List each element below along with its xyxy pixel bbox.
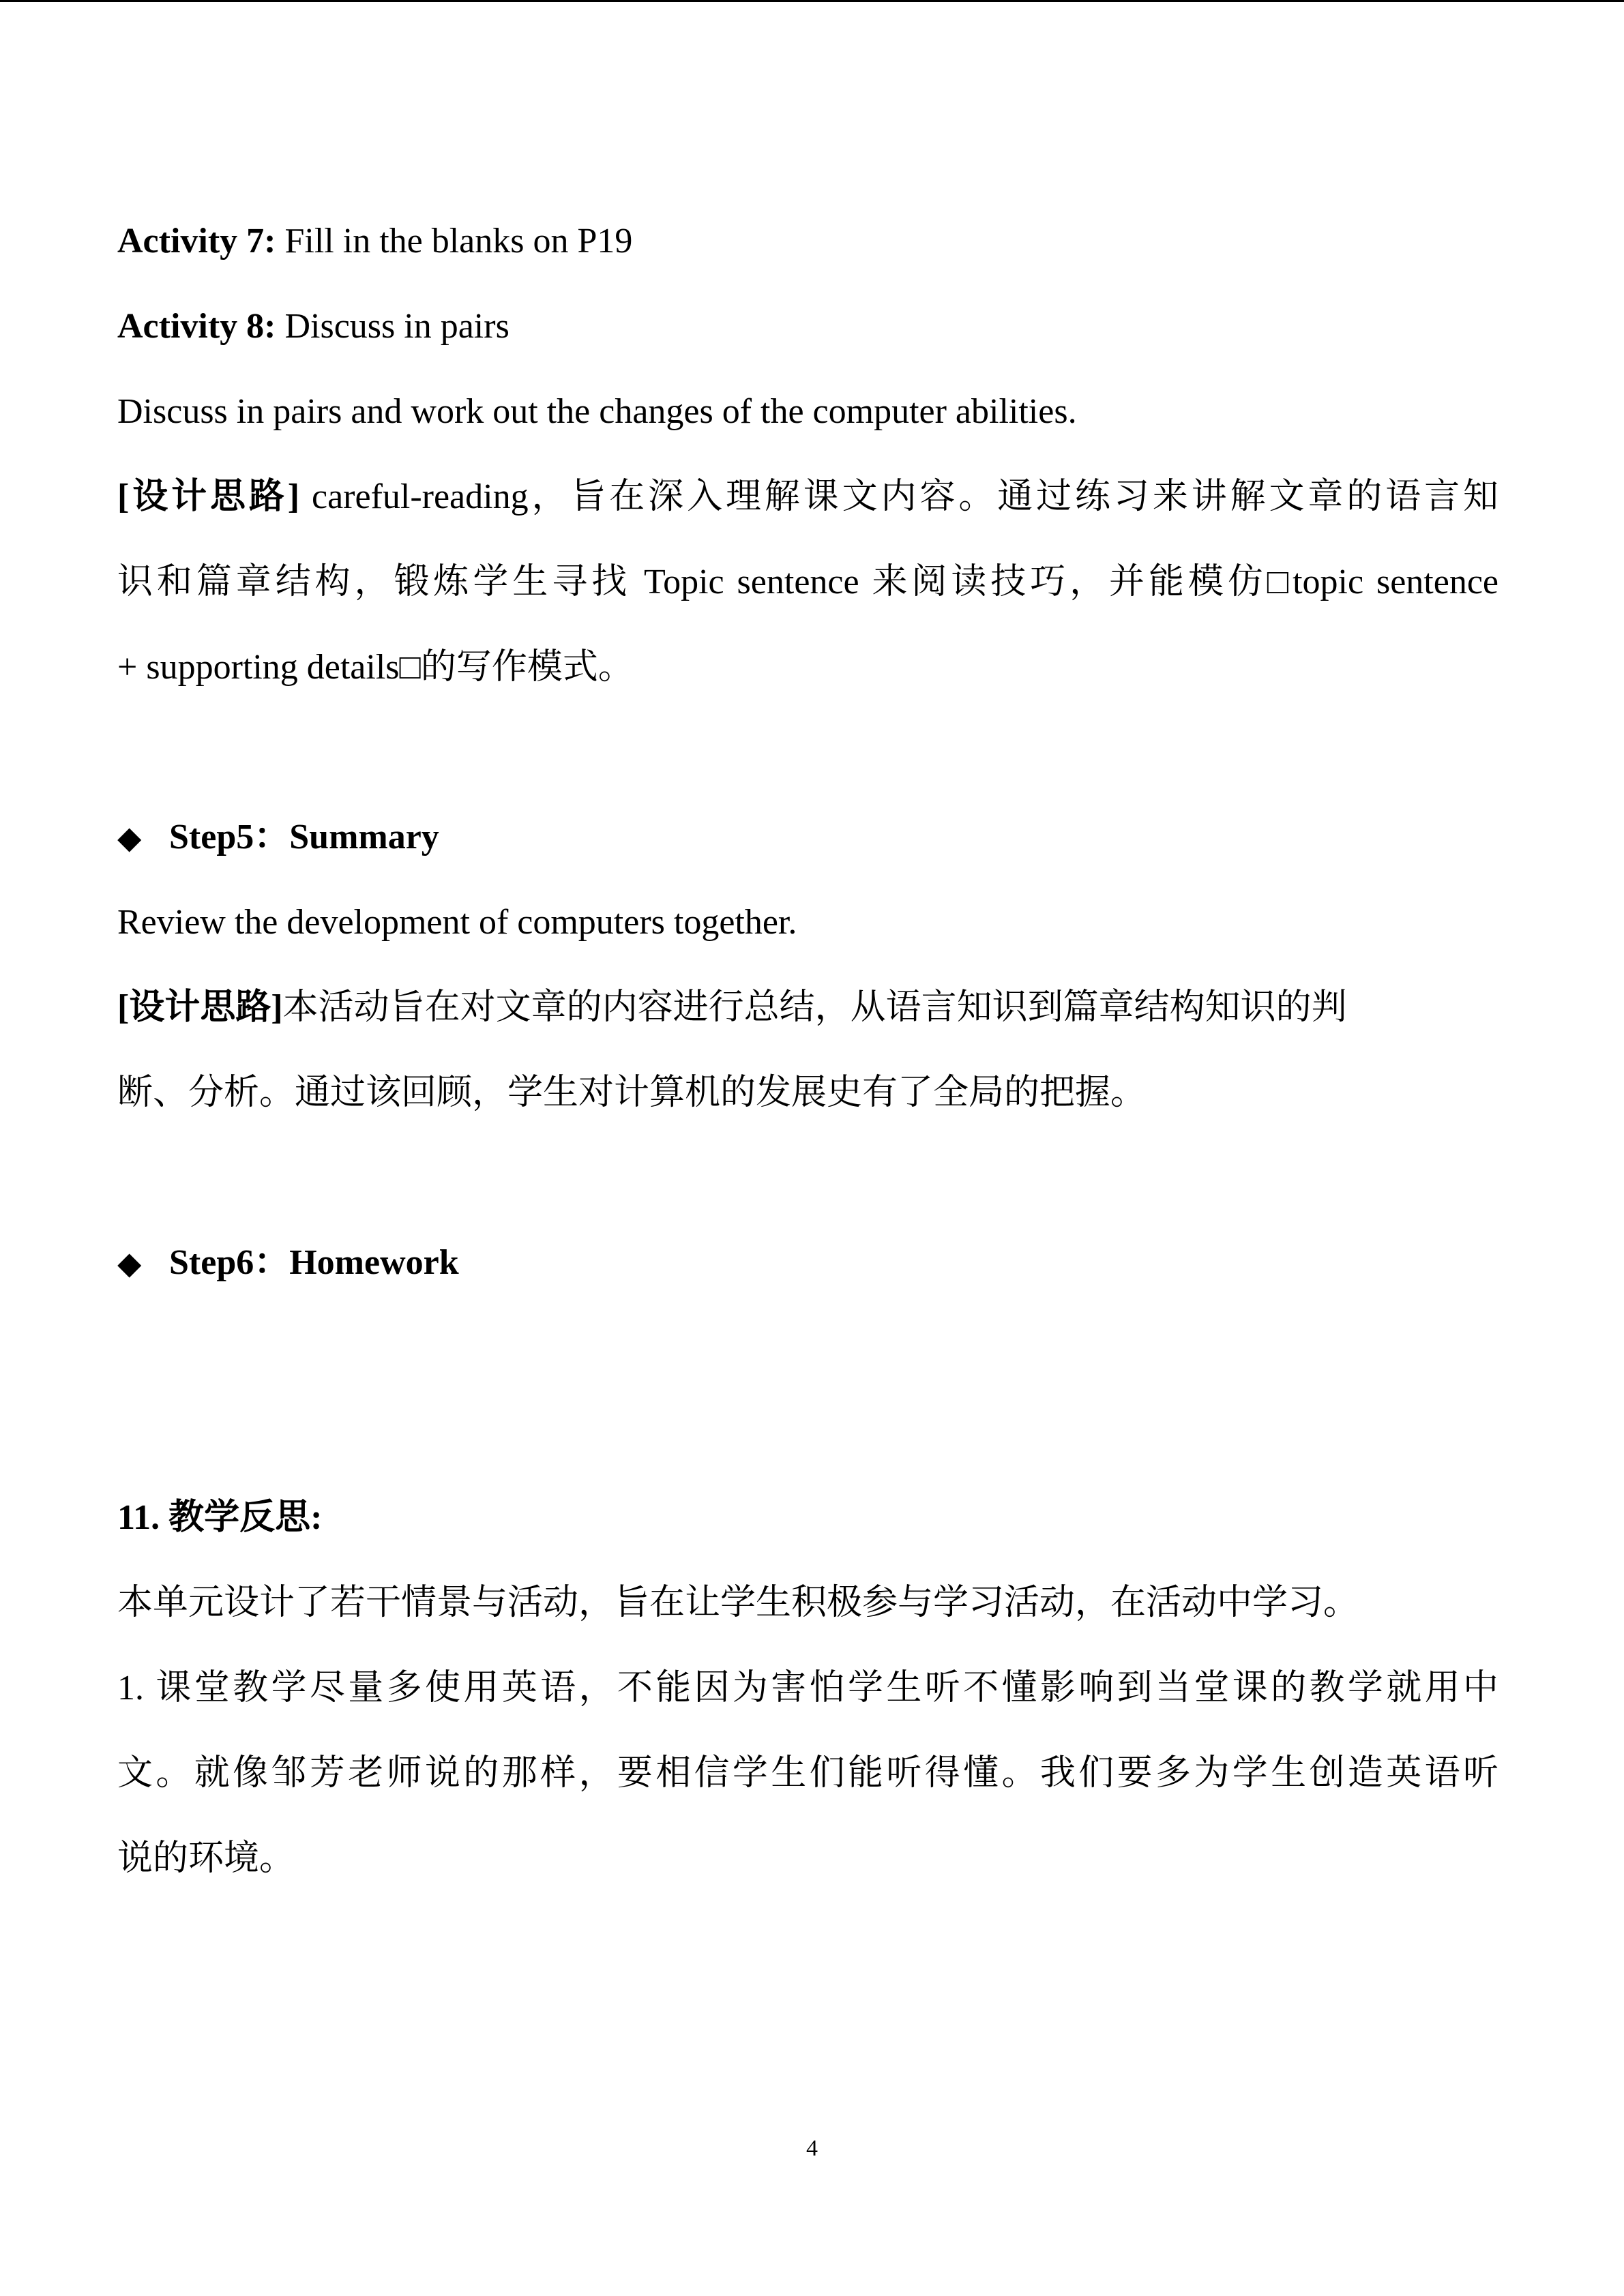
design-note-2-line-2: 断、分析。通过该回顾，学生对计算机的发展史有了全局的把握。 <box>117 1073 1147 1112</box>
diamond-bullet-icon: ◆ <box>117 819 142 856</box>
activity-8-line <box>117 302 510 351</box>
diamond-bullet-icon: ◆ <box>117 1244 142 1281</box>
design-note-1-line-3: + supporting details□的写作模式。 <box>117 648 634 687</box>
reflection-point-1-line-3: 说的环境。 <box>117 1839 295 1878</box>
reflection-heading: 11. 教学反思: <box>117 1498 323 1537</box>
design-note-2-text-1: 本活动旨在对文章的内容进行总结，从语言知识到篇章结构知识的判 <box>282 988 1347 1027</box>
design-note-1-line-2: 识和篇章结构，锻炼学生寻找 Topic sentence 来阅读技巧，并能模仿□topic sentence <box>117 563 1498 601</box>
design-note-2-label: [设计思路] <box>117 988 283 1027</box>
design-note-1-text-1: careful-reading，旨在深入理解课文内容。通过练习来讲解文章的语言知 <box>299 477 1499 516</box>
reflection-intro: 本单元设计了若干情景与活动，旨在让学生积极参与学习活动，在活动中学习。 <box>117 1583 1359 1622</box>
activity-8-text: Discuss in pairs <box>276 307 510 346</box>
step6-title: Step6：Homework <box>169 1243 459 1282</box>
activity-7-line <box>117 217 632 266</box>
page-number: 4 <box>806 2136 818 2161</box>
reflection-point-1-line-1: 1. 课堂教学尽量多使用英语，不能因为害怕学生听不懂影响到当堂课的教学就用中 <box>117 1669 1498 1708</box>
activity-8-label: Activity 8: <box>117 307 276 346</box>
design-note-2-line-1 <box>117 983 1347 1032</box>
activity-7-label: Activity 7: <box>117 222 276 260</box>
step6-heading <box>117 1238 459 1287</box>
reflection-point-1-line-2: 文。就像邹芳老师说的那样，要相信学生们能听得懂。我们要多为学生创造英语听 <box>117 1754 1498 1793</box>
step5-heading <box>117 813 439 862</box>
step5-title: Step5：Summary <box>169 818 439 856</box>
design-note-1-label: [设计思路] <box>117 477 300 516</box>
design-note-1-line-1 <box>117 473 1498 522</box>
top-border-rule <box>0 0 1624 2</box>
step5-text: Review the development of computers together. <box>117 903 797 942</box>
discuss-paragraph: Discuss in pairs and work out the changes of the computer abilities. <box>117 392 1077 431</box>
activity-7-text: Fill in the blanks on P19 <box>276 222 633 260</box>
